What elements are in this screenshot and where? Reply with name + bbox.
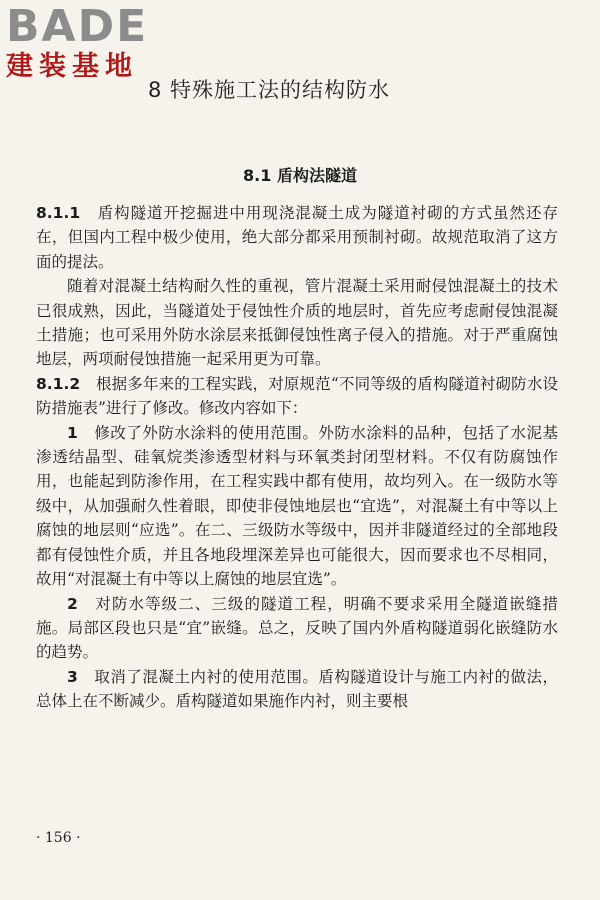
paragraph-text: 修改了外防水涂料的使用范围。外防水涂料的品种，包括了水泥基渗透结晶型、硅氧烷类渗透型材料与环氧类封闭型材料。不仅有防腐蚀作用，也能起到防渗作用，在工程实践中都有使用，故均列入。在一级防水等级中，从加强耐久性着眼，即使非侵蚀地层也“宜选”，对混凝土有中等以上腐蚀的地层则“应选”。在二、三级防水等级中，因并非隧道经过的全部地段都有侵蚀性介质，并且各地段埋深差异也可能很大，因而要求也不尽相同，故用“对混凝土有中等以上腐蚀的地层宜选”。 (36, 423, 558, 589)
paragraph (36, 274, 558, 372)
item-number: 2 (67, 594, 78, 613)
logo-wordmark: BADE (6, 1, 149, 52)
clause-number: 8.1.2 (36, 374, 81, 393)
item-number: 3 (67, 667, 78, 686)
list-item-3 (36, 665, 558, 714)
paragraph-text: 盾构隧道开挖掘进中用现浇混凝土成为隧道衬砌的方式虽然还存在，但国内工程中极少使用，绝大部分都采用预制衬砌。故规范取消了这方面的提法。 (36, 204, 558, 271)
list-item-2 (36, 592, 558, 665)
paragraph-8-1-1 (36, 201, 558, 274)
clause-number: 8.1.1 (36, 204, 81, 222)
paragraph-text: 随着对混凝土结构耐久性的重视，管片混凝土采用耐侵蚀混凝土的技术已很成熟，因此，当隧道处于侵蚀性介质的地层时，首先应考虑耐侵蚀混凝土措施；也可采用外防水涂层来抵御侵蚀性离子侵入的措施。对于严重腐蚀地层，两项耐侵蚀措施一起采用更为可靠。 (36, 277, 558, 369)
paragraph-text: 根据多年来的工程实践，对原规范“不同等级的盾构隧道衬砌防水设防措施表”进行了修改。修改内容如下： (36, 374, 558, 418)
publisher-logo (6, 1, 176, 82)
paragraph-text: 取消了混凝土内衬的使用范围。盾构隧道设计与施工内衬的做法，总体上在不断减少。盾构隧道如果施作内衬，则主要根 (36, 667, 558, 711)
section-title: 8.1 盾构法隧道 (243, 166, 357, 185)
item-number: 1 (67, 423, 78, 442)
chapter-title: 8 特殊施工法的结构防水 (148, 78, 391, 102)
logo-subtitle: 建装基地 (6, 51, 138, 82)
paragraph-8-1-2 (36, 372, 558, 421)
paragraph-text: 对防水等级二、三级的隧道工程，明确不要求采用全隧道嵌缝措施。局部区段也只是“宜”嵌缝。总之，反映了国内外盾构隧道弱化嵌缝防水的趋势。 (36, 594, 558, 662)
list-item-1 (36, 421, 558, 592)
body-text (36, 201, 558, 714)
page-number: · 156 · (36, 830, 81, 846)
